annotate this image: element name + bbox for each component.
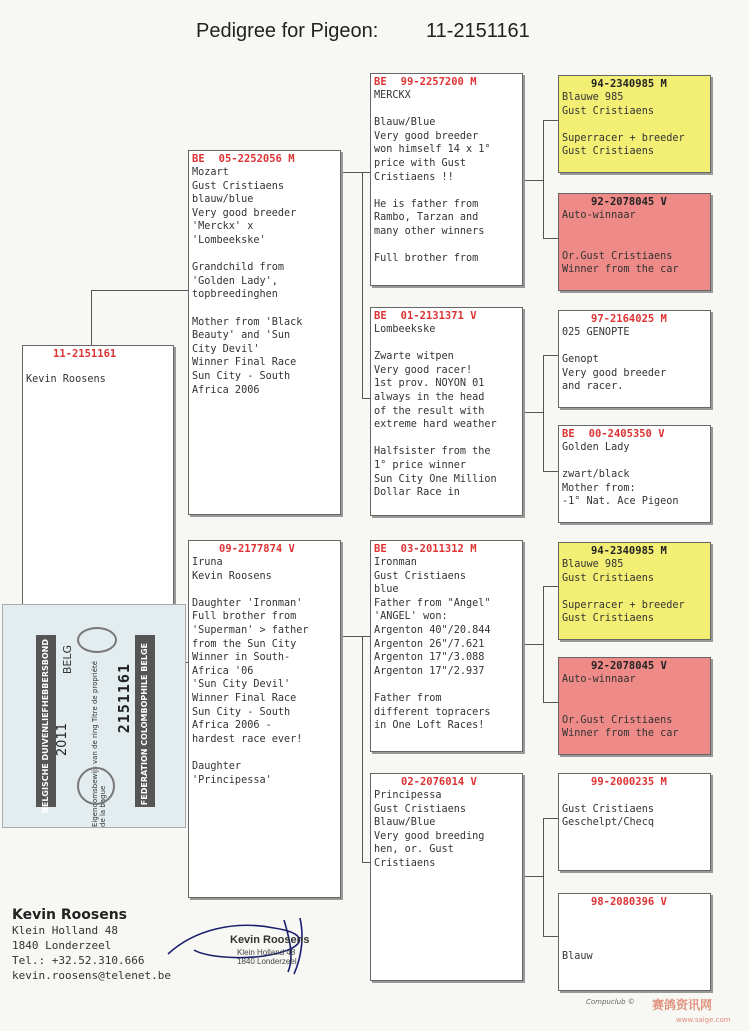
ownership-note: Eigendomsbewijs van de ring Titre de propriété de la bague xyxy=(91,660,107,827)
connector-line xyxy=(543,120,559,121)
sss-text: Blauwe 985 Gust Cristiaens Superracer + breeder Gust Cristiaens xyxy=(562,92,685,158)
left-band xyxy=(36,635,56,814)
sire-prefix: BE xyxy=(192,153,205,165)
dam-sire-prefix: BE xyxy=(374,543,387,555)
pigeon-box xyxy=(22,345,174,613)
dam-box xyxy=(188,540,341,898)
connector-line xyxy=(362,636,363,862)
ddd-ring: 98-2080396 V xyxy=(591,896,667,908)
signature-name: Kevin Roosens xyxy=(230,934,310,946)
dsd-ring: 92-2078045 V xyxy=(591,660,667,672)
connector-line xyxy=(543,471,559,472)
dss-ring: 94-2340985 M xyxy=(591,545,667,557)
dam-ring: 09-2177874 V xyxy=(219,543,295,555)
owner-email: kevin.roosens@telenet.be xyxy=(12,969,171,982)
sire-dam-box xyxy=(370,307,523,516)
country-label: BELG xyxy=(61,645,74,675)
connector-line xyxy=(543,355,544,471)
owner-block xyxy=(12,908,171,983)
owner-name: Kevin Roosens xyxy=(12,907,128,923)
connector-line xyxy=(543,818,544,936)
pigeon-ring: 11-2151161 xyxy=(53,348,117,360)
left-band-text: BELGISCHE DUIVENLIEFHEBBERSBOND xyxy=(41,639,50,814)
signature-city: 1840 Londerzeel xyxy=(237,957,297,966)
pigeon-text: Kevin Roosens xyxy=(26,374,106,385)
ddd-text: Blauw xyxy=(562,950,593,962)
ssd-box xyxy=(558,193,711,291)
connector-line xyxy=(543,936,559,937)
sire-ring-header xyxy=(189,151,340,165)
sire-sire-ring-header xyxy=(371,74,522,88)
ddd-box xyxy=(558,893,711,991)
sss-ring: 94-2340985 M xyxy=(591,78,667,90)
connector-line xyxy=(522,876,543,877)
connector-line xyxy=(543,355,559,356)
right-band xyxy=(135,635,155,807)
watermark-brand: 赛鸽资讯网 xyxy=(652,998,713,1012)
connector-line xyxy=(543,702,559,703)
dsd-box xyxy=(558,657,711,755)
sire-dam-prefix: BE xyxy=(374,310,387,322)
sds-text: 025 GENOPTE Genopt Very good breeder and racer. xyxy=(562,327,667,393)
connector-line xyxy=(91,290,189,291)
sire-sire-ring: 99-2257200 M xyxy=(400,76,477,88)
connector-line xyxy=(340,172,362,173)
connector-line xyxy=(362,172,363,398)
dam-text: Iruna Kevin Roosens Daughter 'Ironman' Full brother from 'Superman' > father from the Sun City Winner in South- Africa '06 'Sun City Devil' Winner Final Race Sun City - South Africa 2006 - hardest race ever! Daughter 'Principessa' xyxy=(192,557,309,786)
connector-line xyxy=(340,636,362,637)
right-band-text: FEDERATION COLOMBOPHILE BELGE xyxy=(140,643,149,806)
dam-sire-ring: 03-2011312 M xyxy=(400,543,477,555)
title-label: Pedigree for Pigeon: xyxy=(196,20,379,42)
year-label: 2011 xyxy=(55,723,70,757)
dam-sire-box xyxy=(370,540,523,752)
dam-dam-text: Principessa Gust Cristiaens Blauw/Blue Very good breeding hen, or. Gust Cristiaens xyxy=(374,790,485,869)
owner-street: Klein Holland 48 xyxy=(12,924,118,937)
signature-address xyxy=(237,948,297,966)
sdd-ring: 00-2405350 V xyxy=(588,428,665,440)
seal-icon xyxy=(77,767,115,805)
emblem-icon xyxy=(77,627,117,653)
watermark-url: www.saige.com xyxy=(676,1016,731,1024)
software-credit: Compuclub © xyxy=(586,998,635,1006)
sire-sire-text: MERCKX Blauw/Blue Very good breeder won himself 14 x 1° price with Gust Cristiaens !! He is father from Rambo, Tarzan and many other winners Full brother from xyxy=(374,90,491,265)
ssd-text: Auto-winnaar Or.Gust Cristiaens Winner from the car xyxy=(562,210,679,276)
sire-sire-prefix: BE xyxy=(374,76,387,88)
sdd-prefix: BE xyxy=(562,428,575,440)
sds-box xyxy=(558,310,711,408)
connector-line xyxy=(91,290,92,346)
ring-number: 2151161 xyxy=(115,663,133,734)
dds-ring: 99-2000235 M xyxy=(591,776,667,788)
owner-city: 1840 Londerzeel xyxy=(12,939,112,952)
connector-line xyxy=(543,120,544,238)
title-ring-number: 11-2151161 xyxy=(426,20,530,42)
dam-dam-ring: 02-2076014 V xyxy=(401,776,477,788)
sire-dam-text: Lombeekske Zwarte witpen Very good racer! 1st prov. NOYON 01 always in the head of the result with extreme hard weather Halfsister from the 1° price winner Sun City One Million Dollar Race in xyxy=(374,324,497,499)
connector-line xyxy=(543,818,559,819)
ssd-ring: 92-2078045 V xyxy=(591,196,667,208)
dsd-text: Auto-winnaar Or.Gust Cristiaens Winner from the car xyxy=(562,674,679,740)
connector-line xyxy=(543,586,544,702)
dss-box xyxy=(558,542,711,640)
sdd-text: Golden Lady zwart/black Mother from: -1° Nat. Ace Pigeon xyxy=(562,442,679,508)
sdd-ring-header xyxy=(559,426,710,440)
sire-box xyxy=(188,150,341,515)
connector-line xyxy=(543,238,559,239)
sire-ring: 05-2252056 M xyxy=(218,153,295,165)
signature-stamp xyxy=(164,910,334,980)
connector-line xyxy=(522,412,543,413)
dss-text: Blauwe 985 Gust Cristiaens Superracer + breeder Gust Cristiaens xyxy=(562,559,685,625)
signature-street: Klein Holland 48 xyxy=(237,948,296,957)
connector-line xyxy=(522,644,543,645)
sire-dam-ring-header xyxy=(371,308,522,322)
dam-sire-ring-header xyxy=(371,541,522,555)
sdd-box xyxy=(558,425,711,523)
dds-box xyxy=(558,773,711,871)
sss-box xyxy=(558,75,711,173)
ring-certificate xyxy=(2,604,186,828)
connector-line xyxy=(522,180,543,181)
connector-line xyxy=(543,586,559,587)
dam-sire-text: Ironman Gust Cristiaens blue Father from "Angel" 'ANGEL' won: Argenton 40"/20.844 Argenton 26"/7.621 Argenton 17"/3.088 Argenton 17"/2.937 Father from different topracers in One Loft Races! xyxy=(374,557,491,732)
dam-dam-box xyxy=(370,773,523,981)
owner-phone: Tel.: +32.52.310.666 xyxy=(12,954,145,967)
page-title xyxy=(196,20,530,43)
sire-dam-ring: 01-2131371 V xyxy=(400,310,477,322)
sds-ring: 97-2164025 M xyxy=(591,313,667,325)
sire-text: Mozart Gust Cristiaens blauw/blue Very good breeder 'Merckx' x 'Lombeekske' Grandchild from 'Golden Lady', topbreedinghen Mother from 'Black Beauty' and 'Sun City Devil' Winner Final Race Sun City - South Africa 2006 xyxy=(192,167,303,396)
sire-sire-box xyxy=(370,73,523,286)
dds-text: Gust Cristiaens Geschelpt/Checq xyxy=(562,803,655,829)
